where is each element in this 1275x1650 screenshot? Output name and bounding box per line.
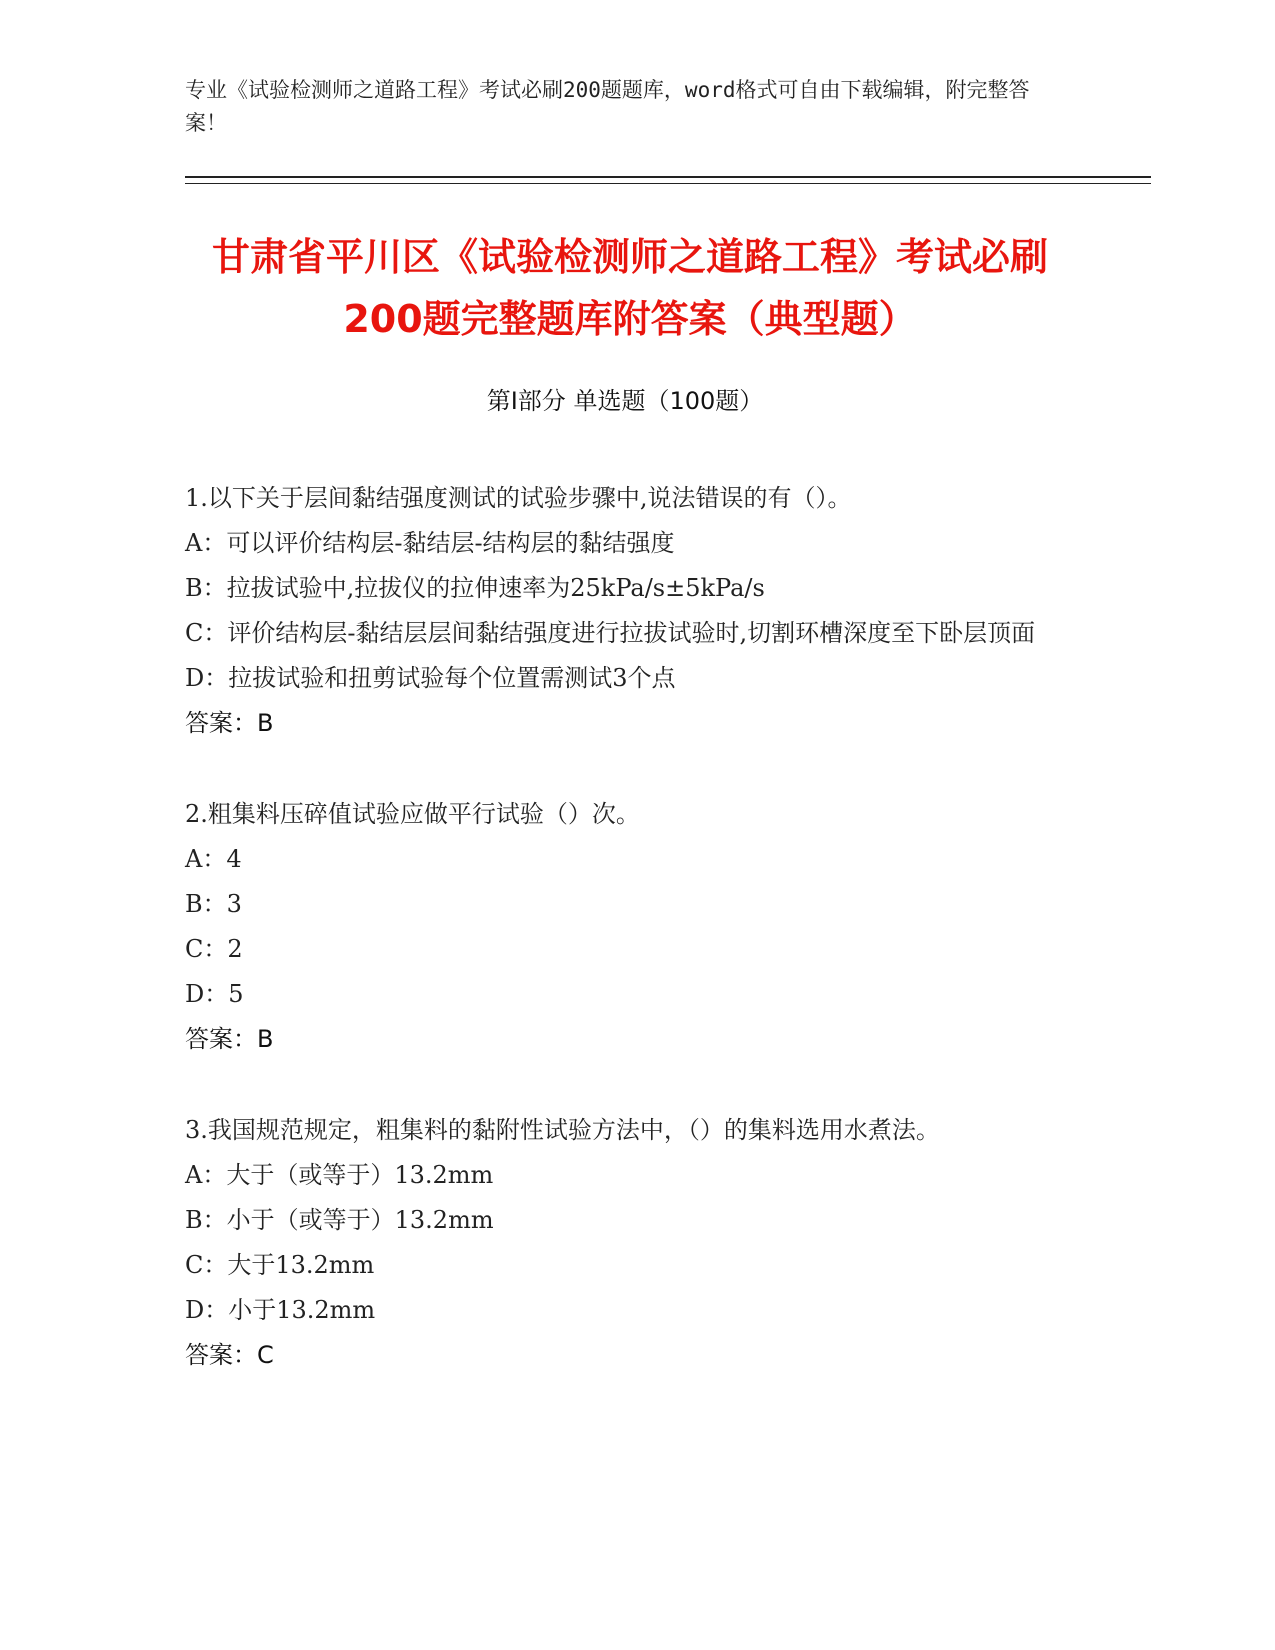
- question-3: [185, 1108, 1065, 1378]
- answer: 答案：B: [185, 1025, 274, 1053]
- option-d: D：小于13.2mm: [185, 1296, 376, 1324]
- question-stem: 2.粗集料压碎值试验应做平行试验（）次。: [185, 800, 640, 828]
- question-list: [185, 476, 1065, 1424]
- header-note: 专业《试验检测师之道路工程》考试必刷200题题库，word格式可自由下载编辑，附完整答案！: [185, 78, 1030, 135]
- section-title: 第I部分 单选题（100题）: [486, 387, 764, 415]
- question-1: [185, 476, 1065, 746]
- option-d: D：拉拔试验和扭剪试验每个位置需测试3个点: [185, 664, 676, 692]
- option-b: B：小于（或等于）13.2mm: [185, 1206, 494, 1234]
- option-a: A：可以评价结构层-黏结层-结构层的黏结强度: [185, 529, 675, 557]
- option-b: B：3: [185, 890, 242, 918]
- question-stem: 1.以下关于层间黏结强度测试的试验步骤中,说法错误的有（）。: [185, 484, 852, 512]
- option-b: B：拉拔试验中,拉拔仪的拉伸速率为25kPa/s±5kPa/s: [185, 574, 765, 602]
- option-c: C：评价结构层-黏结层层间黏结强度进行拉拔试验时,切割环槽深度至下卧层顶面: [185, 619, 1036, 647]
- header-divider-thin: [185, 183, 1151, 184]
- option-d: D：5: [185, 980, 244, 1008]
- option-a: A：大于（或等于）13.2mm: [185, 1161, 494, 1189]
- option-c: C：大于13.2mm: [185, 1251, 375, 1279]
- header-divider-thick: [185, 176, 1151, 178]
- question-2: [185, 792, 1065, 1062]
- document-title: 甘肃省平川区《试验检测师之道路工程》考试必刷200题完整题库附答案（典型题）: [211, 235, 1048, 341]
- question-stem: 3.我国规范规定，粗集料的黏附性试验方法中，（）的集料选用水煮法。: [185, 1116, 940, 1144]
- answer: 答案：C: [185, 1341, 274, 1369]
- answer: 答案：B: [185, 709, 274, 737]
- option-c: C：2: [185, 935, 243, 963]
- option-a: A：4: [185, 845, 242, 873]
